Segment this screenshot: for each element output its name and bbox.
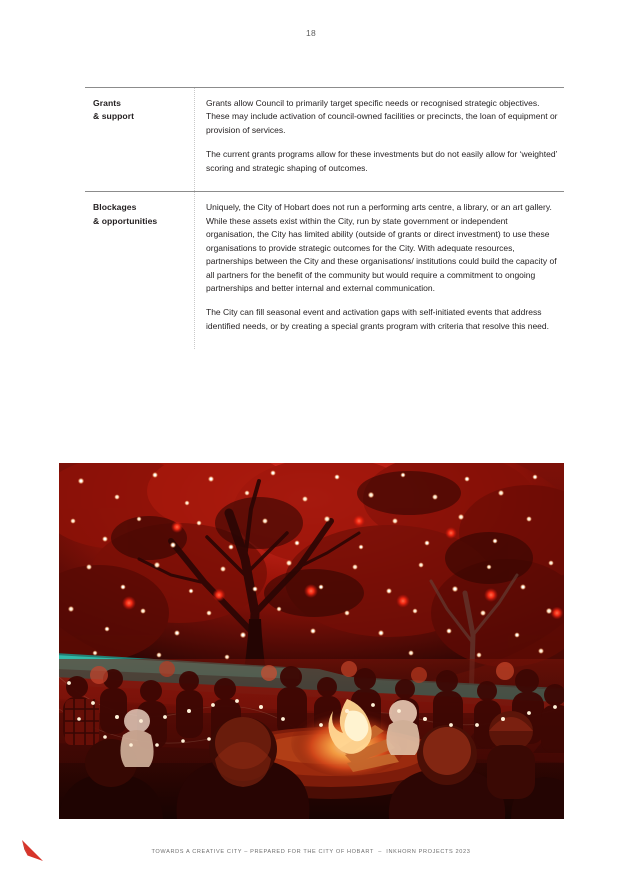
row-label-cell bbox=[85, 88, 195, 192]
table-row bbox=[85, 192, 564, 350]
body-paragraph: The City can fill seasonal event and activation gaps with self-initiated events that address identified needs, or by creating a special grants program with criteria that resolve this need. bbox=[206, 307, 550, 331]
body-paragraph: Uniquely, the City of Hobart does not run a performing arts centre, a library, or an art gallery. While these assets exist within the City, run by state government or independent organisation, the City has limited ability (outside of grants or direct investment) to use these organisations to provide strategic outcomes for the City. With adequate resources, partnerships between the City and these organisations/ institutions could build the capacity of all partners for the benefit of the community but would require a commitment to ongoing partnerships and better internal and external communication. bbox=[206, 202, 557, 293]
row-label-line: & support bbox=[93, 111, 135, 122]
row-label-line: Grants bbox=[93, 98, 121, 108]
row-body-cell bbox=[195, 192, 565, 350]
row-body-cell bbox=[195, 88, 565, 192]
body-paragraph: The current grants programs allow for these investments but do not easily allow for ‘weighted’ scoring and strategic shaping of outcomes. bbox=[206, 149, 558, 173]
footer-note: TOWARDS A CREATIVE CITY – PREPARED FOR THE CITY OF HOBART – INKHORN PROJECTS 2023 bbox=[151, 849, 471, 855]
page-number: 18 bbox=[305, 28, 317, 38]
photo-artwork bbox=[59, 463, 564, 819]
row-label-line: & opportunities bbox=[93, 215, 158, 226]
body-paragraph: Grants allow Council to primarily target specific needs or recognised strategic objectives. These may include activation of council-owned facilities or precincts, the loan of equipment or provision of services. bbox=[206, 98, 558, 135]
festival-photograph bbox=[59, 463, 564, 819]
content-table-wrapper bbox=[85, 87, 564, 349]
row-label-line: Blockages bbox=[93, 202, 137, 213]
table-row bbox=[85, 88, 564, 192]
row-label-cell bbox=[85, 192, 195, 350]
content-table bbox=[85, 87, 564, 349]
